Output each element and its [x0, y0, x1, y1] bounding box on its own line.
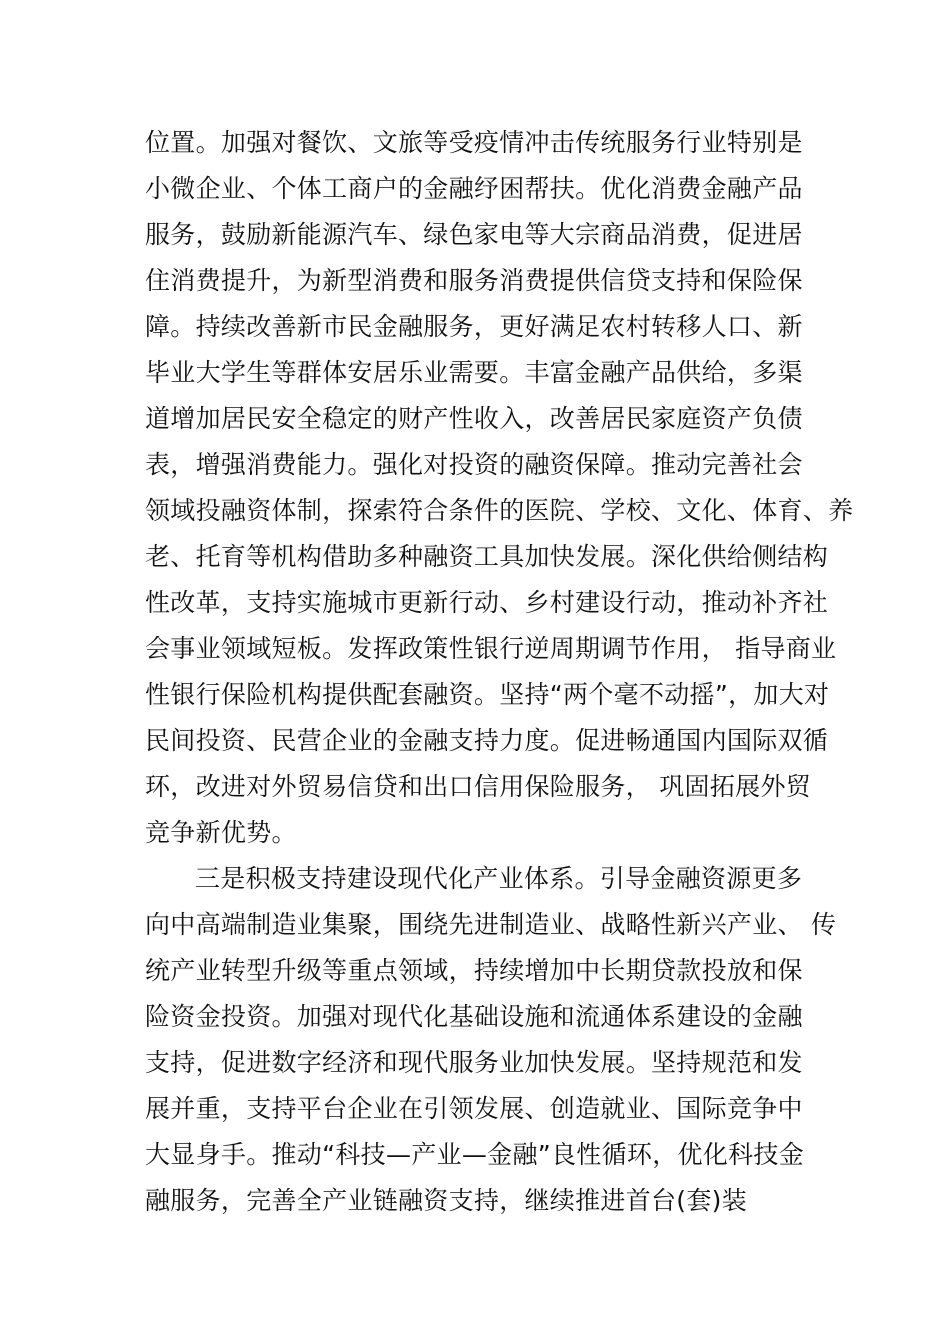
- text-line: 展并重，支持平台企业在引领发展、创造就业、国际竞争中: [145, 1094, 803, 1123]
- text-line: 位置。加强对餐饮、文旅等受疫情冲击传统服务行业特别是: [145, 128, 803, 157]
- text-line: 向中高端制造业集聚，围绕先进制造业、战略性新兴产业、 传: [145, 910, 837, 939]
- text-line: 融服务，完善全产业链融资支持，继续推进首台(套)装: [145, 1186, 748, 1215]
- text-line: 小微企业、个体工商户的金融纾困帮扶。优化消费金融产品: [145, 174, 803, 203]
- text-line: 表，增强消费能力。强化对投资的融资保障。推动完善社会: [145, 450, 803, 479]
- text-line: 性改革，支持实施城市更新行动、乡村建设行动，推动补齐社: [145, 588, 829, 617]
- text-line: 领域投融资体制，探索符合条件的医院、学校、文化、体育、养: [145, 496, 854, 525]
- text-line: 民间投资、民营企业的金融支持力度。促进畅通国内国际双循: [145, 726, 829, 755]
- paragraph-first-line: 三是积极支持建设现代化产业体系。引导金融资源更多: [195, 864, 803, 893]
- text-line: 障。持续改善新市民金融服务，更好满足农村转移人口、新: [145, 312, 803, 341]
- text-line: 住消费提升，为新型消费和服务消费提供信贷支持和保险保: [145, 266, 803, 295]
- text-line: 统产业转型升级等重点领域，持续增加中长期贷款投放和保: [145, 956, 803, 985]
- text-line: 性银行保险机构提供配套融资。坚持“两个毫不动摇”，加大对: [145, 680, 830, 709]
- text-line: 服务，鼓励新能源汽车、绿色家电等大宗商品消费，促进居: [145, 220, 803, 249]
- text-line: 环，改进对外贸易信贷和出口信用保险服务， 巩固拓展外贸: [145, 772, 812, 801]
- text-line: 道增加居民安全稳定的财产性收入，改善居民家庭资产负债: [145, 404, 803, 433]
- text-line: 险资金投资。加强对现代化基础设施和流通体系建设的金融: [145, 1002, 803, 1031]
- text-line: 毕业大学生等群体安居乐业需要。丰富金融产品供给，多渠: [145, 358, 803, 387]
- text-line: 老、托育等机构借助多种融资工具加快发展。深化供给侧结构: [145, 542, 829, 571]
- text-line: 竞争新优势。: [145, 818, 297, 847]
- text-line: 支持，促进数字经济和现代服务业加快发展。坚持规范和发: [145, 1048, 803, 1077]
- text-line: 会事业领域短板。发挥政策性银行逆周期调节作用， 指导商业: [145, 634, 837, 663]
- text-line: 大显身手。推动“科技—产业—金融”良性循环，优化科技金: [145, 1140, 805, 1169]
